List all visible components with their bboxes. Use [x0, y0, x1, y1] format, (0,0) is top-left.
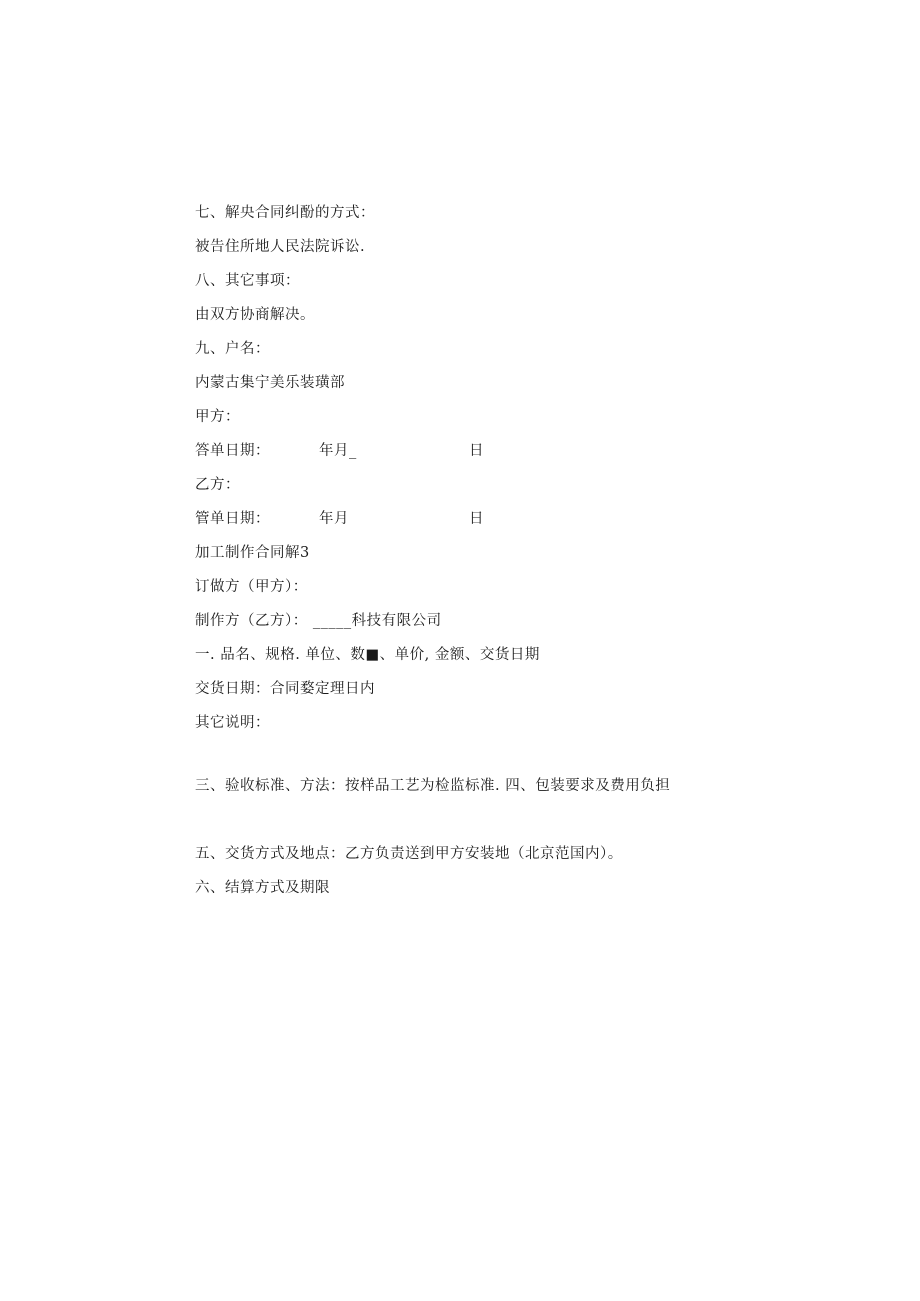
section-1-product-details: 一. 品名、规格. 单位、数■、单价, 金额、交货日期	[195, 647, 540, 663]
party-b-sign-date-day: 日	[469, 511, 484, 527]
party-b-sign-date-row	[195, 510, 595, 528]
other-matters-heading: 八、其它事项：	[195, 273, 300, 289]
party-a-sign-date-month: 年月_	[319, 443, 357, 459]
dispute-resolution-text: 被告住所地人民法院诉讼.	[195, 239, 366, 255]
section-3-acceptance-standards: 三、验收标准、方法：按样品工艺为检监标准. 四、包装要求及费用负担	[195, 778, 671, 794]
account-name-text: 内蒙古集宁美乐装璜部	[195, 375, 345, 391]
dispute-resolution-heading: 七、解央合同纠酚的方式：	[195, 205, 375, 221]
section-5-delivery-method: 五、交货方式及地点：乙方负责送到甲方安装地（北京范国内）。	[195, 846, 623, 862]
section-6-settlement: 六、结算方式及期限	[195, 880, 330, 896]
party-b-sign-date-month: 年月	[319, 511, 349, 527]
account-name-heading: 九、户名：	[195, 341, 270, 357]
party-b-label: 乙方：	[195, 477, 240, 493]
delivery-date: 交货日期：合同婺定理日内	[195, 681, 375, 697]
party-a-sign-date-label: 答单日期：	[195, 443, 270, 459]
orderer-party-a: 订做方（甲方）：	[195, 579, 308, 595]
other-notes: 其它说明：	[195, 715, 270, 731]
maker-party-b: 制作方（乙方）： _____科技有限公司	[195, 613, 442, 629]
party-a-sign-date-row	[195, 442, 595, 460]
party-b-sign-date-label: 管单日期：	[195, 511, 270, 527]
contract-title: 加工制作合同解3	[195, 545, 310, 561]
party-a-label: 甲方：	[195, 409, 240, 425]
party-a-sign-date-day: 日	[469, 443, 484, 459]
other-matters-text: 由双方协商解决。	[195, 307, 315, 323]
